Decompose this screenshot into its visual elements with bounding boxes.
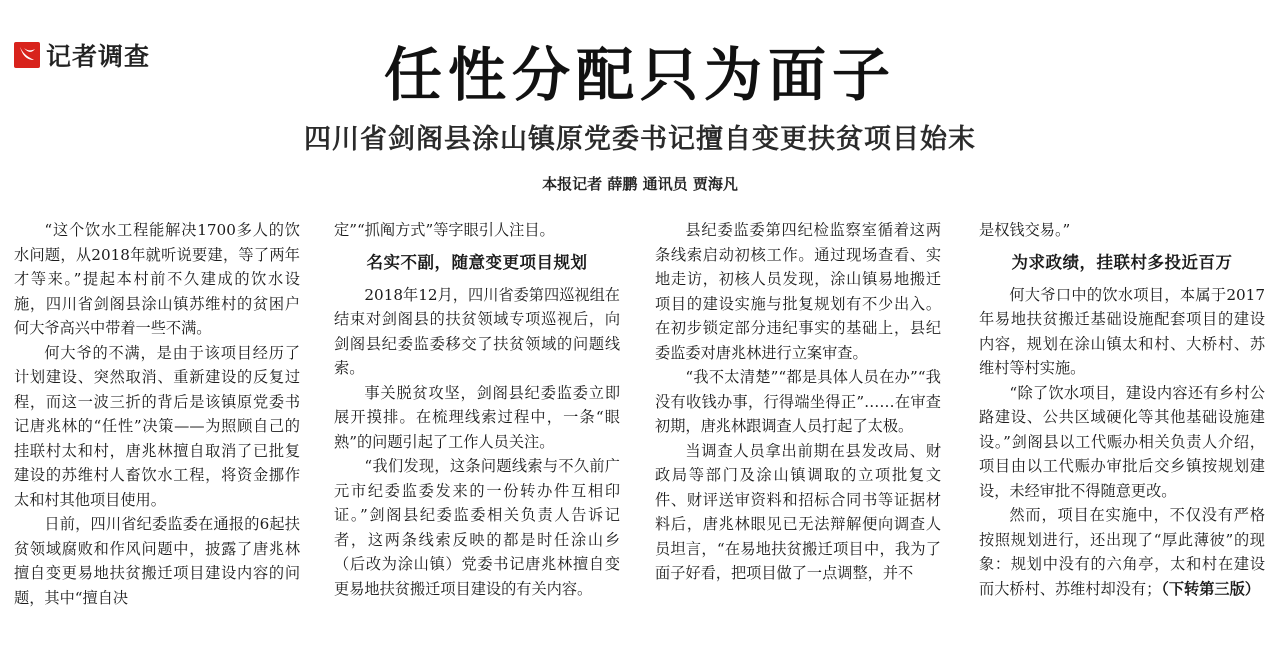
paragraph [979,503,1265,601]
paragraph [14,218,300,341]
paragraph [655,218,941,365]
paragraph-text: 是权钱交易。” [979,221,1071,239]
byline: 本报记者 薛鹏 通讯员 贾海凡 [542,175,738,193]
paragraph [334,283,620,381]
paragraph-continued [334,218,620,243]
paragraph-text: 为求政绩，挂联村多投近百万 [1011,252,1233,272]
subheadline: 四川省剑阁县涂山镇原党委书记擅自变更扶贫项目始末 [304,124,976,155]
paragraph-text: 名实不副，随意变更项目规划 [366,252,588,272]
paragraph-text: 然而，项目在实施中，不仅没有严格按照规划进行，还出现了“厚此薄彼”的现象：规划中没有的六角亭，太和村在建设而大桥村、苏维村却没有； [979,506,1265,598]
paragraph-text: “这个饮水工程能解决1700多人的饮水问题，从2018年就听说要建，等了两年才等来。”提起本村前不久建成的饮水设施，四川省剑阁县涂山镇苏维村的贫困户何大爷高兴中带着一些不满。 [14,221,300,337]
paragraph [655,365,941,439]
article-column-4 [979,218,1265,601]
paragraph-text: 县纪委监委第四纪检监察室循着这两条线索启动初核工作。通过现场查看、实地走访，初核人员发现，涂山镇易地搬迁项目的建设实施与批复规划有不少出入。在初步锁定部分违纪事实的基础上，县纪委监委对唐兆林进行立案审查。 [655,221,941,362]
paragraph [334,454,620,601]
section-heading [334,243,620,283]
paragraph-continued [979,218,1265,243]
paragraph-text: “我不太清楚”“都是具体人员在办”“我没有收钱办事，行得端坐得正”……在审查初期，唐兆林跟调查人员打起了太极。 [655,368,941,435]
paragraph-text: 当调查人员拿出前期在县发改局、财政局等部门及涂山镇调取的立项批复文件、财评送审资料和招标合同书等证据材料后，唐兆林眼见已无法辩解便向调查人员坦言，“在易地扶贫搬迁项目中，我为了面子好看，把项目做了一点调整，并不 [655,441,941,582]
paragraph-text: 日前，四川省纪委监委在通报的6起扶贫领域腐败和作风问题中，披露了唐兆林擅自变更易地扶贫搬迁项目建设内容的问题，其中“擅自决 [14,515,300,607]
paragraph-text: 2018年12月，四川省委第四巡视组在结束对剑阁县的扶贫领域专项巡视后，向剑阁县纪委监委移交了扶贫领域的问题线索。 [334,285,620,377]
article-column-3 [655,218,941,586]
paragraph [14,512,300,610]
paragraph-text: 事关脱贫攻坚，剑阁县纪委监委立即展开摸排。在梳理线索过程中，一条“眼熟”的问题引起了工作人员关注。 [334,383,620,451]
paragraph [979,283,1265,381]
article-column-1 [14,218,300,610]
section-tag-label: 记者调查 [46,42,151,71]
paragraph [14,341,300,513]
paragraph [334,381,620,455]
paragraph [655,439,941,586]
paragraph-text: 何大爷的不满，是由于该项目经历了计划建设、突然取消、重新建设的反复过程，而这一波三折的背后是该镇原党委书记唐兆林的“任性”决策——为照顾自己的挂联村太和村，唐兆林擅自取消了已批复建设的苏维村人畜饮水工程，将资金挪作太和村其他项目使用。 [14,343,300,509]
headline: 任性分配只为面子 [383,41,896,109]
section-heading [979,243,1265,283]
continued-on-page-note[interactable]: （下转第三版） [1161,579,1260,598]
paragraph [979,381,1265,504]
paragraph-text: 何大爷口中的饮水项目，本属于2017年易地扶贫搬迁基础设施配套项目的建设内容，规划在涂山镇太和村、大桥村、苏维村等村实施。 [979,285,1265,377]
article-column-2 [334,218,620,601]
paragraph-text: 定”“抓阄方式”等字眼引人注目。 [334,221,555,239]
paragraph-text: “我们发现，这条问题线索与不久前广元市纪委监委发来的一份转办件互相印证。”剑阁县纪委监委相关负责人告诉记者，这两条线索反映的都是时任涂山乡（后改为涂山镇）党委书记唐兆林擅自变更易地扶贫搬迁项目建设的有关内容。 [334,457,620,598]
paragraph-text: “除了饮水项目，建设内容还有乡村公路建设、公共区域硬化等其他基础设施建设。”剑阁县以工代赈办相关负责人介绍，项目由以工代赈办审批后交乡镇按规划建设，未经审批不得随意更改。 [979,383,1265,500]
